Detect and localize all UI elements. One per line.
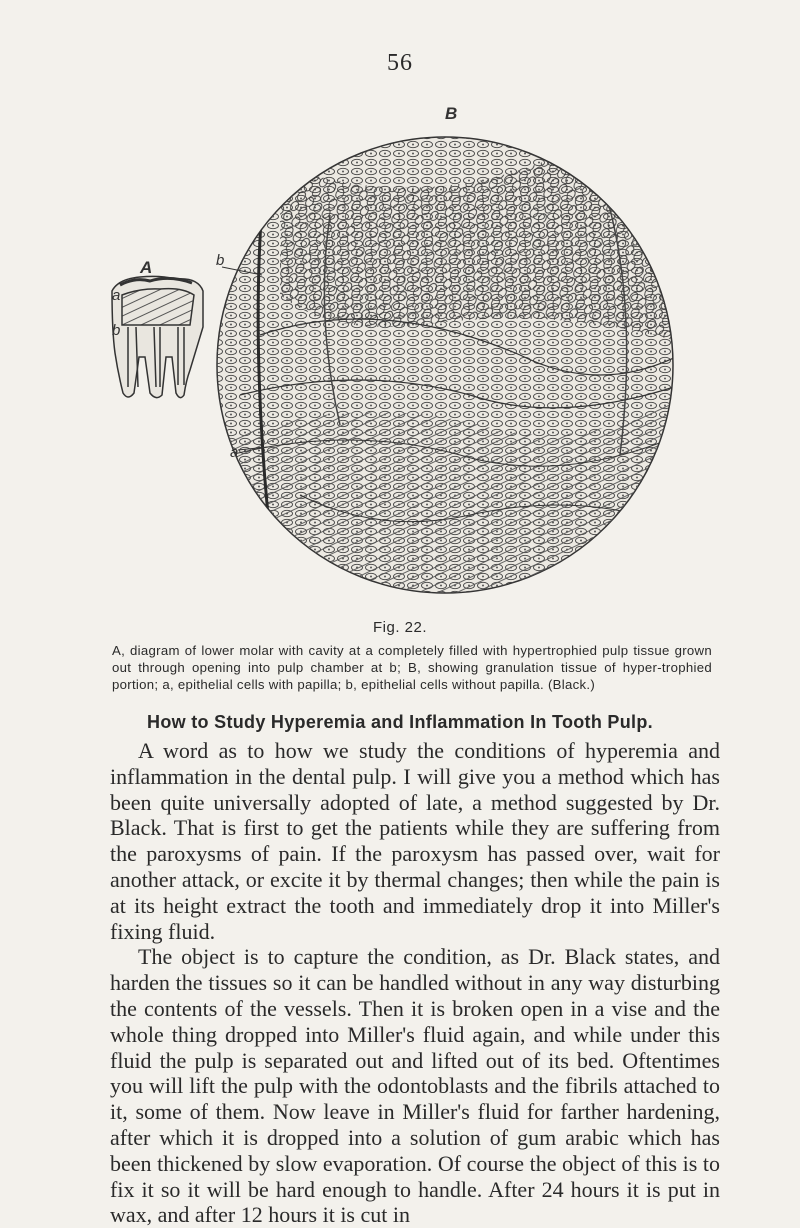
label-b: b	[112, 322, 121, 339]
figure-caption: A, diagram of lower molar with cavity at a completely filled with hypertrophied pulp tissue grown out through opening into pulp chamber at b; B, showing granulation tissue of hyper-trophied portion; a, epithelial cells with papilla; b, epithelial cells without papilla. (Black.)	[112, 643, 712, 692]
tooth-diagram-a	[112, 276, 203, 397]
body-text	[110, 738, 720, 1228]
label-a: a	[112, 287, 121, 304]
histology-circle-b	[210, 135, 690, 615]
paragraph: A word as to how we study the conditions of hyperemia and inflammation in the dental pulp. I will give you a method which has been quite universally adopted of late, a method suggested by Dr. Black. That is first to get the patients while they are suffering from the paroxysms of pain. If the paroxysm has passed over, wait for another attack, or excite it by thermal changes; then while the pain is at its height extract the tooth and immediately drop it into Miller's fixing fluid.	[110, 738, 720, 944]
figure-caption-title: Fig. 22.	[372, 619, 428, 636]
label-B-b: b	[216, 252, 225, 269]
page-number: 56	[387, 50, 413, 76]
figure-22	[0, 95, 800, 615]
paragraph: The object is to capture the condition, as Dr. Black states, and harden the tissues so it can be handled without in any way disturbing the contents of the vessels. Then it is broken open in a vise and the whole thing dropped into Miller's fluid again, and while under this fluid the pulp is separated out and lifted out of its bed. Oftentimes you will lift the pulp with the odontoblasts and the fibrils attached to it, some of them. Now leave in Miller's fluid for farther hardening, after which it is dropped into a solution of gum arabic which has been thickened by slow evaporation. Of course the object of this is to fix it so it will be hard enough to handle. After 24 hours it is put in wax, and after 12 hours it is cut in	[110, 944, 720, 1228]
label-B: B	[445, 104, 458, 123]
section-title: How to Study Hyperemia and Inflammation In Tooth Pulp.	[147, 712, 653, 732]
label-A: A	[140, 258, 153, 277]
figure-illustration	[0, 95, 800, 615]
label-B-a: a	[230, 444, 239, 461]
